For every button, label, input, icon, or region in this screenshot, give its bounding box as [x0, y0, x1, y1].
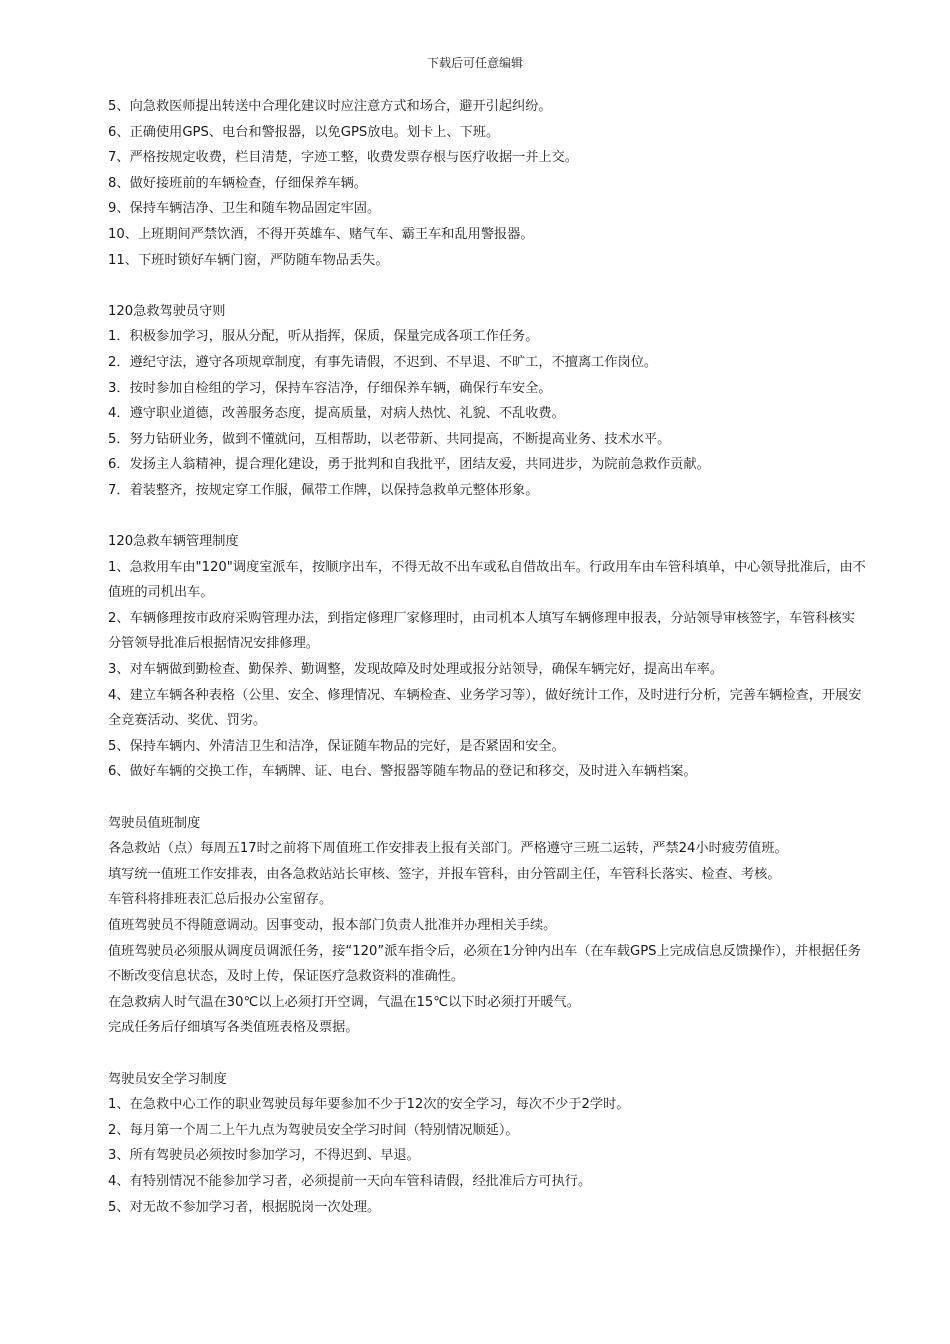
section-title: 驾驶员值班制度: [108, 815, 201, 831]
list-item: 5、向急救医师提出转送中合理化建议时应注意方式和场合，避开引起纠纷。: [108, 99, 552, 114]
section-intro: [108, 94, 868, 273]
header-note: 下载后可任意编辑: [426, 56, 523, 70]
section-title: 120急救驾驶员守则: [108, 303, 226, 319]
spacer: [108, 785, 868, 811]
list-item: 4、建立车辆各种表格（公里、安全、修理情况、车辆检查、业务学习等），做好统计工作，及时进行分析，完善车辆检查，开展安全竞赛活动、奖优、罚劣。: [108, 687, 862, 729]
list-item: 4．遵守职业道德，改善服务态度，提高质量，对病人热忱、礼貌、不乱收费。: [108, 406, 565, 422]
spacer: [108, 504, 868, 530]
list-item: 7、严格按规定收费，栏目清楚，字迹工整，收费发票存根与医疗收据一并上交。: [108, 150, 578, 166]
list-item: 5、对无故不参加学习者，根据脱岗一次处理。: [108, 1199, 381, 1215]
paragraph: 值班驾驶员必须服从调度员调派任务，接“120”派车指令后，必须在1分钟内出车（在车载GPS上完成信息反馈操作），并根据任务不断改变信息状态，及时上传，保证医疗急救资料的准确性。: [108, 943, 861, 985]
list-item: 1、急救用车由"120"调度室派车，按顺序出车，不得无故不出车或私自借故出车。行政用车由车管科填单，中心领导批准后，由不值班的司机出车。: [108, 559, 866, 601]
section-vehicle-management: [108, 529, 868, 785]
list-item: 6．发扬主人翁精神，提合理化建设，勇于批判和自我批平，团结友爱，共同进步，为院前急救作贡献。: [108, 457, 710, 473]
document-body: [108, 94, 868, 1220]
paragraph: 值班驾驶员不得随意调动。因事变动，报本部门负责人批准并办理相关手续。: [108, 918, 557, 933]
paragraph: 车管科将排班表汇总后报办公室留存。: [108, 892, 333, 908]
section-duty-system: [108, 811, 868, 1041]
paragraph: 在急救病人时气温在30℃以上必须打开空调，气温在15℃以下时必须打开暖气。: [108, 994, 580, 1010]
list-item: 2、每月第一个周二上午九点为驾驶员安全学习时间（特别情况顺延）。: [108, 1122, 519, 1138]
list-item: 4、有特别情况不能参加学习者，必须提前一天向车管科请假，经批准后方可执行。: [108, 1173, 592, 1189]
list-item: 6、正确使用GPS、电台和警报器，以免GPS放电。划卡上、下班。: [108, 124, 500, 140]
list-item: 2、车辆修理按市政府采购管理办法，到指定修理厂家修理时，由司机本人填写车辆修理申报表，分站领导审核签字，车管科核实分管领导批准后根据情况安排修理。: [108, 610, 855, 652]
section-safety-study: [108, 1067, 868, 1221]
list-item: 5、保持车辆内、外清洁卫生和洁净，保证随车物品的完好，是否紧固和安全。: [108, 738, 565, 754]
list-item: 10、上班期间严禁饮酒，不得开英雄车、赌气车、霸王车和乱用警报器。: [108, 226, 534, 242]
list-item: 8、做好接班前的车辆检查，仔细保养车辆。: [108, 175, 367, 191]
spacer: [108, 273, 868, 299]
list-item: 9、保持车辆洁净、卫生和随车物品固定牢固。: [108, 201, 381, 217]
section-title: 120急救车辆管理制度: [108, 534, 239, 550]
list-item: 3、对车辆做到勤检查、勤保养、勤调整，发现故障及时处理或报分站领导，确保车辆完好，提高出车率。: [108, 662, 724, 678]
paragraph: 各急救站（点）每周五17时之前将下周值班工作安排表上报有关部门。严格遵守三班二运转，严禁24小时疲劳值班。: [108, 841, 788, 857]
paragraph: 完成任务后仔细填写各类值班表格及票据。: [108, 1020, 359, 1036]
paragraph: 填写统一值班工作安排表，由各急救站站长审核、签字，并报车管科，由分管副主任，车管科长落实、检查、考核。: [108, 866, 781, 882]
list-item: 1．积极参加学习，服从分配，听从指挥，保质，保量完成各项工作任务。: [108, 329, 539, 345]
list-item: 5．努力钻研业务，做到不懂就问，互相帮助，以老带新、共同提高，不断提高业务、技术水平。: [108, 431, 671, 447]
spacer: [108, 1041, 868, 1067]
list-item: 11、下班时锁好车辆门窗，严防随车物品丢失。: [108, 252, 389, 268]
list-item: 7．着装整齐，按规定穿工作服，佩带工作牌，以保持急救单元整体形象。: [108, 482, 539, 498]
list-item: 6、做好车辆的交换工作，车辆牌、证、电台、警报器等随车物品的登记和移交，及时进入车辆档案。: [108, 764, 697, 780]
section-title: 驾驶员安全学习制度: [108, 1071, 227, 1087]
section-driver-rules: [108, 299, 868, 504]
list-item: 2．遵纪守法，遵守各项规章制度，有事先请假，不迟到、不早退、不旷工，不擅离工作岗位。: [108, 354, 658, 370]
list-item: 1、在急救中心工作的职业驾驶员每年要参加不少于12次的安全学习，每次不少于2学时。: [108, 1097, 630, 1113]
list-item: 3、所有驾驶员必须按时参加学习，不得迟到、早退。: [108, 1148, 420, 1164]
list-item: 3．按时参加自检组的学习，保持车容洁净，仔细保养车辆，确保行车安全。: [108, 380, 552, 396]
